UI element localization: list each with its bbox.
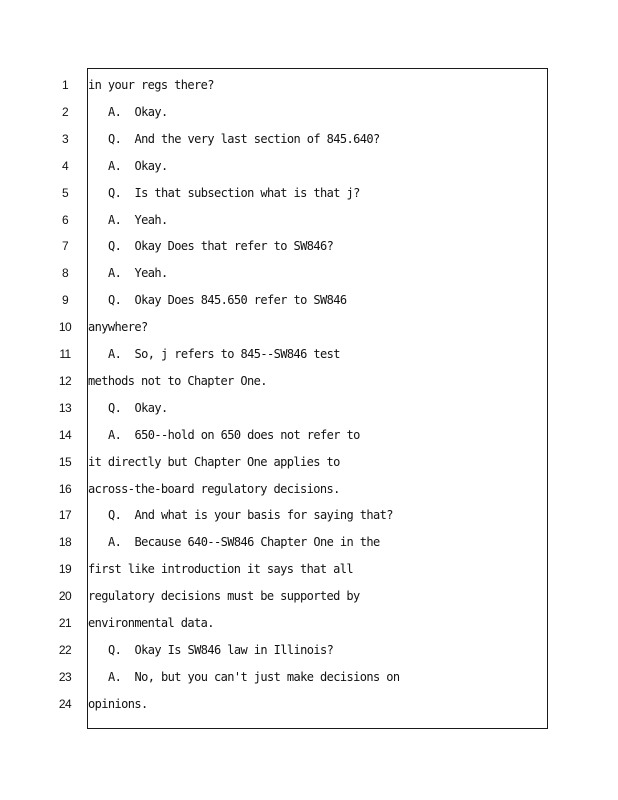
transcript-line-text: environmental data. xyxy=(88,616,214,630)
transcript-line-text: A. So, j refers to 845--SW846 test xyxy=(108,347,340,361)
transcript-line-text: regulatory decisions must be supported by xyxy=(88,589,360,603)
transcript-line-text: Q. Is that subsection what is that j? xyxy=(108,186,360,200)
line-number: 2 xyxy=(61,105,69,119)
line-number: 23 xyxy=(58,670,72,684)
transcript-line-text: A. No, but you can't just make decisions on xyxy=(108,670,400,684)
transcript-line-text: A. Okay. xyxy=(108,105,168,119)
line-number: 17 xyxy=(58,508,72,522)
line-number: 6 xyxy=(61,213,69,227)
line-number: 12 xyxy=(58,374,72,388)
transcript-line-text: Q. Okay. xyxy=(108,401,168,415)
transcript-line-text: anywhere? xyxy=(88,320,148,334)
transcript-line-text: A. Because 640--SW846 Chapter One in the xyxy=(108,535,380,549)
transcript-line-text: A. Yeah. xyxy=(108,266,168,280)
line-number: 13 xyxy=(58,401,72,415)
transcript-line-text: it directly but Chapter One applies to xyxy=(88,455,340,469)
line-number: 20 xyxy=(58,589,72,603)
transcript-line-text: Q. And the very last section of 845.640? xyxy=(108,132,380,146)
transcript-line-text: in your regs there? xyxy=(88,78,214,92)
line-number: 3 xyxy=(61,132,69,146)
transcript-line-text: A. Okay. xyxy=(108,159,168,173)
transcript-line-text: Q. Okay Does that refer to SW846? xyxy=(108,239,334,253)
line-number: 22 xyxy=(58,643,72,657)
line-number: 9 xyxy=(61,293,69,307)
line-number: 8 xyxy=(61,266,69,280)
transcript-line-text: first like introduction it says that all xyxy=(88,562,353,576)
line-number: 10 xyxy=(58,320,72,334)
line-number: 5 xyxy=(61,186,69,200)
transcript-line-text: methods not to Chapter One. xyxy=(88,374,267,388)
transcript-line-text: Q. Okay Does 845.650 refer to SW846 xyxy=(108,293,347,307)
transcript-line-text: opinions. xyxy=(88,697,148,711)
line-number: 14 xyxy=(58,428,72,442)
transcript-line-text: A. Yeah. xyxy=(108,213,168,227)
line-number: 18 xyxy=(58,535,72,549)
line-number: 1 xyxy=(61,78,69,92)
line-number: 21 xyxy=(58,616,72,630)
line-number: 11 xyxy=(59,347,71,361)
transcript-line-text: Q. Okay Is SW846 law in Illinois? xyxy=(108,643,334,657)
line-number: 24 xyxy=(58,697,72,711)
line-number: 7 xyxy=(61,239,69,253)
line-number: 15 xyxy=(58,455,72,469)
line-number: 4 xyxy=(61,159,69,173)
line-number: 19 xyxy=(58,562,72,576)
transcript-line-text: A. 650--hold on 650 does not refer to xyxy=(108,428,360,442)
transcript-line-text: across-the-board regulatory decisions. xyxy=(88,482,340,496)
line-number: 16 xyxy=(58,482,72,496)
transcript-line-text: Q. And what is your basis for saying that? xyxy=(108,508,393,522)
